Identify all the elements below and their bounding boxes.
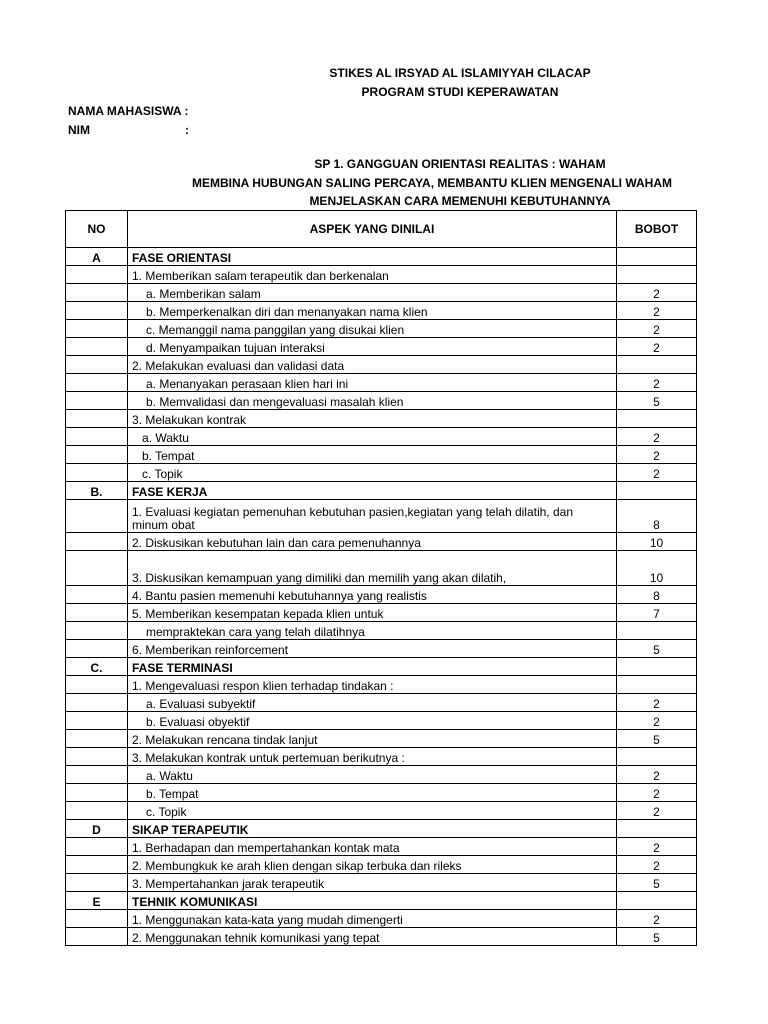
row-number [66,374,128,392]
table-row [66,748,697,766]
aspect-text: c. Topik [128,802,617,820]
section-title: SIKAP TERAPEUTIK [128,820,617,838]
bobot-value: 2 [617,320,697,338]
row-number [66,586,128,604]
table-row [66,551,697,586]
bobot-value [617,622,697,640]
bobot-value: 5 [617,730,697,748]
aspect-text: 3. Diskusikan kemampuan yang dimiliki dan memilih yang akan dilatih, [128,551,617,586]
table-row [66,374,697,392]
section-title: TEHNIK KOMUNIKASI [128,892,617,910]
bobot-value: 2 [617,856,697,874]
row-number [66,766,128,784]
table-row [66,730,697,748]
table-row [66,446,697,464]
aspect-text: 3. Melakukan kontrak untuk pertemuan berikutnya : [128,748,617,766]
aspect-text: 3. Mempertahankan jarak terapeutik [128,874,617,892]
bobot-value [617,820,697,838]
program-title: PROGRAM STUDI KEPERAWATAN [361,85,559,99]
bobot-value: 2 [617,784,697,802]
aspect-text: b. Evaluasi obyektif [128,712,617,730]
aspect-text: a. Waktu [128,428,617,446]
aspect-text: 5. Memberikan kesempatan kepada klien untuk [128,604,617,622]
table-row [66,856,697,874]
bobot-value: 2 [617,446,697,464]
row-number [66,410,128,428]
section-row [66,820,697,838]
bobot-value: 5 [617,874,697,892]
table-row [66,338,697,356]
row-number [66,694,128,712]
row-number [66,320,128,338]
table-row [66,622,697,640]
table-row [66,428,697,446]
row-number [66,676,128,694]
row-number [66,446,128,464]
row-number [66,928,128,946]
row-number [66,712,128,730]
aspect-text: a. Waktu [128,766,617,784]
row-number: C. [66,658,128,676]
table-row [66,802,697,820]
table-row [66,533,697,551]
bobot-value: 2 [617,302,697,320]
table-row [66,302,697,320]
bobot-value [617,482,697,500]
row-number [66,356,128,374]
row-number [66,533,128,551]
aspect-text: b. Memvalidasi dan mengevaluasi masalah klien [128,392,617,410]
bobot-value: 2 [617,694,697,712]
column-header-no: NO [66,211,128,248]
aspect-text: b. Memperkenalkan diri dan menanyakan nama klien [128,302,617,320]
table-row [66,874,697,892]
row-number: E [66,892,128,910]
bobot-value [617,248,697,266]
aspect-text: 2. Menggunakan tehnik komunikasi yang tepat [128,928,617,946]
row-number: B. [66,482,128,500]
section-row [66,248,697,266]
bobot-value: 2 [617,374,697,392]
aspect-text: c. Memanggil nama panggilan yang disukai klien [128,320,617,338]
institution-title: STIKES AL IRSYAD AL ISLAMIYYAH CILACAP [329,66,591,80]
bobot-value: 7 [617,604,697,622]
aspect-text: a. Memberikan salam [128,284,617,302]
row-number [66,338,128,356]
aspect-text: a. Evaluasi subyektif [128,694,617,712]
aspect-text: c. Topik [128,464,617,482]
bobot-value: 8 [617,586,697,604]
aspect-text: a. Menanyakan perasaan klien hari ini [128,374,617,392]
row-number [66,266,128,284]
bobot-value [617,892,697,910]
bobot-value: 10 [617,551,697,586]
bobot-value [617,676,697,694]
bobot-value: 2 [617,464,697,482]
table-row [66,266,697,284]
table-row [66,586,697,604]
row-number [66,910,128,928]
aspect-text: 1. Memberikan salam terapeutik dan berkenalan [128,266,617,284]
section-row [66,892,697,910]
form-subtitle-2: MENJELASKAN CARA MEMENUHI KEBUTUHANNYA [309,194,611,208]
aspect-text: mempraktekan cara yang telah dilatihnya [128,622,617,640]
row-number [66,428,128,446]
table-row [66,712,697,730]
table-row [66,910,697,928]
bobot-value: 2 [617,284,697,302]
aspect-text: 2. Diskusikan kebutuhan lain dan cara pemenuhannya [128,533,617,551]
aspect-text: b. Tempat [128,446,617,464]
row-number: A [66,248,128,266]
column-header-bobot: BOBOT [617,211,697,248]
nim-label: NIM [68,123,90,137]
aspect-text: 1. Mengevaluasi respon klien terhadap tindakan : [128,676,617,694]
bobot-value: 5 [617,392,697,410]
bobot-value [617,266,697,284]
row-number [66,856,128,874]
table-row [66,410,697,428]
table-row [66,766,697,784]
table-row [66,838,697,856]
row-number [66,551,128,586]
row-number [66,748,128,766]
assessment-table [65,210,697,946]
table-body [66,248,697,946]
aspect-text: 4. Bantu pasien memenuhi kebutuhannya yang realistis [128,586,617,604]
row-number [66,802,128,820]
aspect-text: 1. Evaluasi kegiatan pemenuhan kebutuhan pasien,kegiatan yang telah dilatih, dan minum obat [128,500,617,533]
row-number [66,500,128,533]
row-number [66,284,128,302]
bobot-value: 5 [617,928,697,946]
bobot-value: 2 [617,712,697,730]
table-row [66,604,697,622]
aspect-text: d. Menyampaikan tujuan interaksi [128,338,617,356]
row-number [66,874,128,892]
aspect-text: b. Tempat [128,784,617,802]
bobot-value: 2 [617,428,697,446]
bobot-value [617,356,697,374]
bobot-value: 2 [617,802,697,820]
bobot-value: 10 [617,533,697,551]
section-row [66,482,697,500]
table-row [66,784,697,802]
bobot-value: 8 [617,500,697,533]
aspect-text: 3. Melakukan kontrak [128,410,617,428]
table-row [66,284,697,302]
row-number [66,302,128,320]
aspect-text: 2. Melakukan rencana tindak lanjut [128,730,617,748]
bobot-value: 2 [617,838,697,856]
aspect-text: 1. Menggunakan kata-kata yang mudah dimengerti [128,910,617,928]
column-header-aspek: ASPEK YANG DINILAI [128,211,617,248]
row-number [66,464,128,482]
form-subtitle-1: MEMBINA HUBUNGAN SALING PERCAYA, MEMBANTU KLIEN MENGENALI WAHAM [192,176,673,190]
row-number [66,784,128,802]
row-number [66,730,128,748]
table-header-row [66,211,697,248]
bobot-value: 2 [617,766,697,784]
bobot-value: 2 [617,338,697,356]
aspect-text: 2. Melakukan evaluasi dan validasi data [128,356,617,374]
sp-title: SP 1. GANGGUAN ORIENTASI REALITAS : WAHAM [314,157,606,171]
section-row [66,658,697,676]
row-number [66,640,128,658]
bobot-value [617,748,697,766]
aspect-text: 2. Membungkuk ke arah klien dengan sikap terbuka dan rileks [128,856,617,874]
section-title: FASE TERMINASI [128,658,617,676]
bobot-value [617,410,697,428]
table-row [66,928,697,946]
row-number [66,838,128,856]
aspect-text: 6. Memberikan reinforcement [128,640,617,658]
table-row [66,500,697,533]
student-name-label: NAMA MAHASISWA : [68,104,189,118]
table-row [66,392,697,410]
nim-colon: : [185,123,189,137]
aspect-text: 1. Berhadapan dan mempertahankan kontak mata [128,838,617,856]
table-row [66,640,697,658]
section-title: FASE KERJA [128,482,617,500]
row-number [66,392,128,410]
table-row [66,356,697,374]
row-number: D [66,820,128,838]
bobot-value: 2 [617,910,697,928]
bobot-value [617,658,697,676]
bobot-value: 5 [617,640,697,658]
table-row [66,676,697,694]
row-number [66,622,128,640]
table-row [66,464,697,482]
table-row [66,320,697,338]
section-title: FASE ORIENTASI [128,248,617,266]
row-number [66,604,128,622]
table-row [66,694,697,712]
